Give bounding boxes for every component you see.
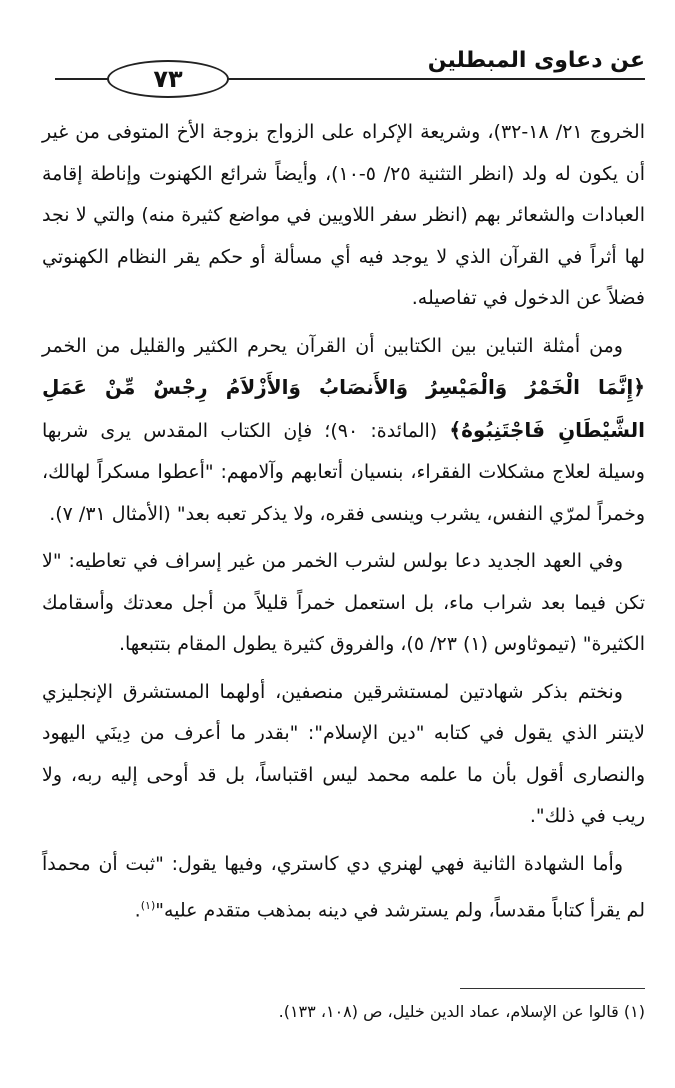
quran-verse: ﴿إِنَّمَا الْخَمْرُ وَالْمَيْسِرُ وَالأَنصَابُ وَالأَزْلاَمُ رِجْسٌ مِّنْ عَمَلِ الشَّيْطَانِ فَاجْتَنِبُوهُ﴾ <box>42 375 646 442</box>
footnote: (١) قالوا عن الإسلام، عماد الدين خليل، ص (١٠٨، ١٣٣). <box>278 1002 645 1021</box>
footnote-reference[interactable]: (١) <box>140 899 156 912</box>
running-title: عن دعاوى المبطلين <box>427 48 645 73</box>
paragraph-4: ونختم بذكر شهادتين لمستشرقين منصفين، أولهما المستشرق الإنجليزي لايتنر الذي يقول في كتابه "دين الإسلام": "بقدر ما أعرف من دِينَي اليهود والنصارى أقول بأن ما علمه محمد ليس اقتباساً، بل قد أوحى إليه ربه، ولا ريب في ذلك". <box>42 680 645 827</box>
paragraph-2-rest: (المائدة: ٩٠)؛ فإن الكتاب المقدس يرى شربها وسيلة لعلاج مشكلات الفقراء، بنسيان أتعابهم وآلامهم: "أعطوا مسكراً لهالك، وخمراً لمرّي النفس، يشرب وينسى فقره، ولا يذكر تعبه بعد" (الأمثال ٣١/ ٧). <box>42 419 645 525</box>
paragraph-5-text: وأما الشهادة الثانية فهي لهنري دي كاستري، وفيها يقول: "ثبت أن محمداً لم يقرأ كتاباً مقدساً، ولم يسترشد في دينه بمذهب متقدم عليه" <box>42 852 645 922</box>
paragraph-2-intro: ومن أمثلة التباين بين الكتابين أن القرآن يحرم الكثير والقليل من الخمر <box>42 334 623 357</box>
paragraph-1: الخروج ٢١/ ١٨-٣٢)، وشريعة الإكراه على الزواج بزوجة الأخ المتوفى من غير أن يكون له ولد (انظر التثنية ٢٥/ ٥-١٠)، وأيضاً شرائع الكهنوت وإناطة إقامة العبادات والشعائر بهم (انظر سفر اللاويين في مواضع كثيرة منه) والتي لا نجد لها أثراً في القرآن الذي لا يوجد فيه أي مسألة أو حكم يقر النظام الكهنوتي فضلاً عن الدخول في تفاصيله. <box>42 121 645 309</box>
footnote-rule <box>460 988 645 989</box>
paragraph-3: وفي العهد الجديد دعا بولس لشرب الخمر من غير إسراف في تعاطيه: "لا تكن فيما بعد شراب ماء، بل استعمل خمراً قليلاً من أجل معدتك وأسقامك الكثيرة" (تيموثاوس (١) ٢٣/ ٥)، والفروق كثيرة يطول المقام بتتبعها. <box>42 550 645 655</box>
paragraph-5: وأما الشهادة الثانية فهي لهنري دي كاستري، وفيها يقول: "ثبت أن محمداً لم يقرأ كتاباً مقدساً، ولم يسترشد في دينه بمذهب متقدم عليه"$^{(١)}$. <box>42 852 645 922</box>
page-number: ٧٣ <box>107 60 229 98</box>
page-header <box>55 42 645 93</box>
paragraph-2 <box>42 326 645 536</box>
main-text <box>42 112 645 938</box>
